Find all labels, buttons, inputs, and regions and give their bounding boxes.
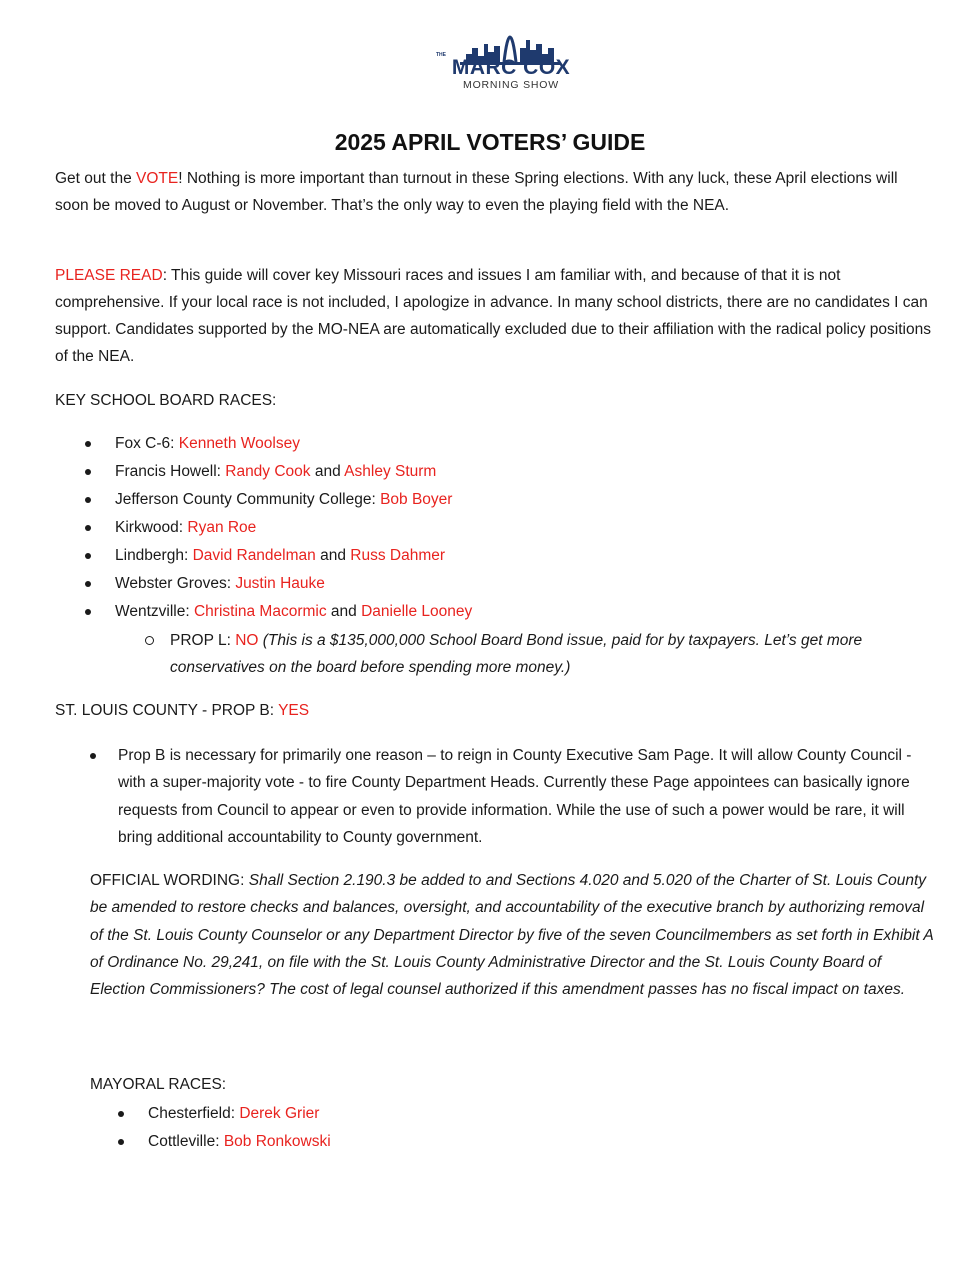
intro-pre: Get out the [55,170,136,187]
district-label: Kirkwood: [115,519,188,536]
prop-l-note: (This is a $135,000,000 School Board Bond issue, paid for by taxpayers. Let’s get more conservatives on the board before spending more money.) [170,632,863,676]
candidate-name: Ryan Roe [187,519,257,536]
candidate-name: Justin Hauke [235,575,325,592]
bullet-icon [85,469,91,475]
candidate-name: Danielle Looney [361,603,473,620]
candidate-name: Russ Dahmer [350,547,446,564]
candidate-name: Randy Cook [225,463,311,480]
circle-bullet-icon [145,636,154,645]
and-connector: and [310,463,345,480]
prop-b-label: ST. LOUIS COUNTY - PROP B: [55,702,279,719]
list-item [118,1128,331,1156]
district-label: Lindbergh: [115,547,193,564]
bullet-icon [85,525,91,531]
mayoral-heading: MAYORAL RACES: [90,1076,227,1093]
school-board-heading: KEY SCHOOL BOARD RACES: [55,392,277,409]
mayoral-list [118,1100,331,1156]
district-label: Wentzville: [115,603,194,620]
please-read-label: PLEASE READ [55,267,163,284]
district-label: Jefferson County Community College: [115,491,381,508]
prop-b-heading [55,700,309,722]
school-board-list [85,430,472,626]
list-item [85,486,472,514]
list-item [85,542,472,570]
bullet-icon [85,581,91,587]
candidate-name: Bob Boyer [380,491,453,508]
district-label: Webster Groves: [115,575,236,592]
and-connector: and [315,547,351,564]
list-item [85,598,472,626]
candidate-name: David Randelman [192,547,316,564]
prop-b-vote: YES [278,702,310,719]
bullet-icon [118,1139,124,1145]
prop-b-body: Prop B is necessary for primarily one reason – to reign in County Executive Sam Page. It will allow County Council - with a super-majority vote - to fire County Department Heads. Currently these Page appointees can basically ignore requests from Council to appear or even to provide information. While the use of such a power would be rare, it will bring additional accountability to County government. [118,747,912,846]
prop-l-item [145,627,935,681]
list-item [118,1100,331,1128]
vote-highlight: VOTE [136,170,179,187]
bullet-icon [85,441,91,447]
candidate-name: Ashley Sturm [344,463,437,480]
list-item [85,458,472,486]
prop-b-explanation [118,742,933,851]
and-connector: and [326,603,362,620]
candidate-name: Derek Grier [239,1105,320,1122]
official-wording-label: OFFICIAL WORDING: [90,872,249,889]
logo-main-text: MARC COX [451,56,571,79]
district-label: Fox C-6: [115,435,179,452]
bullet-icon [90,753,96,759]
candidate-name: Kenneth Woolsey [178,435,300,452]
logo-subtitle: MORNING SHOW [463,79,559,91]
district-label: Francis Howell: [115,463,226,480]
marc-cox-logo [430,18,590,96]
logo-small-text: THE [436,52,446,58]
intro-paragraph [55,165,935,219]
notice-text: : This guide will cover key Missouri races and issues I am familiar with, and because of that it is not comprehensive. If your local race is not included, I apologize in advance. In many school districts, there are no candidates I can support. Candidates supported by the MO-NEA are automatically excluded due to their affiliation with the radical policy positions of the NEA. [55,267,931,365]
bullet-icon [85,497,91,503]
candidate-name: Christina Macormic [193,603,327,620]
bullet-icon [118,1111,124,1117]
intro-post: ! Nothing is more important than turnout in these Spring elections. With any luck, these April elections will soon be moved to August or November. That’s the only way to even the playing field with the NEA. [55,170,898,214]
bullet-icon [85,553,91,559]
list-item [85,514,472,542]
bullet-icon [85,609,91,615]
city-label: Chesterfield: [148,1105,240,1122]
city-label: Cottleville: [148,1133,224,1150]
notice-paragraph [55,262,935,370]
official-wording-text: Shall Section 2.190.3 be added to and Sections 4.020 and 5.020 of the Charter of St. Louis County be amended to restore checks and balances, oversight, and accountability of the executive branch by authorizing removal of the St. Louis County Counselor or any Department Director by five of the seven Councilmembers as set forth in Exhibit A of Ordinance No. 29,241, on file with the St. Louis County Administrative Director and the St. Louis County Board of Election Commissioners? The cost of legal counsel authorized if this amendment passes has no fiscal impact on taxes. [90,872,934,999]
prop-l-label: PROP L: [170,632,236,649]
list-item [85,570,472,598]
prop-l-vote: NO [235,632,259,649]
list-item [85,430,472,458]
official-wording [90,867,935,1003]
candidate-name: Bob Ronkowski [223,1133,331,1150]
page-title: 2025 APRIL VOTERS’ GUIDE [334,129,646,155]
